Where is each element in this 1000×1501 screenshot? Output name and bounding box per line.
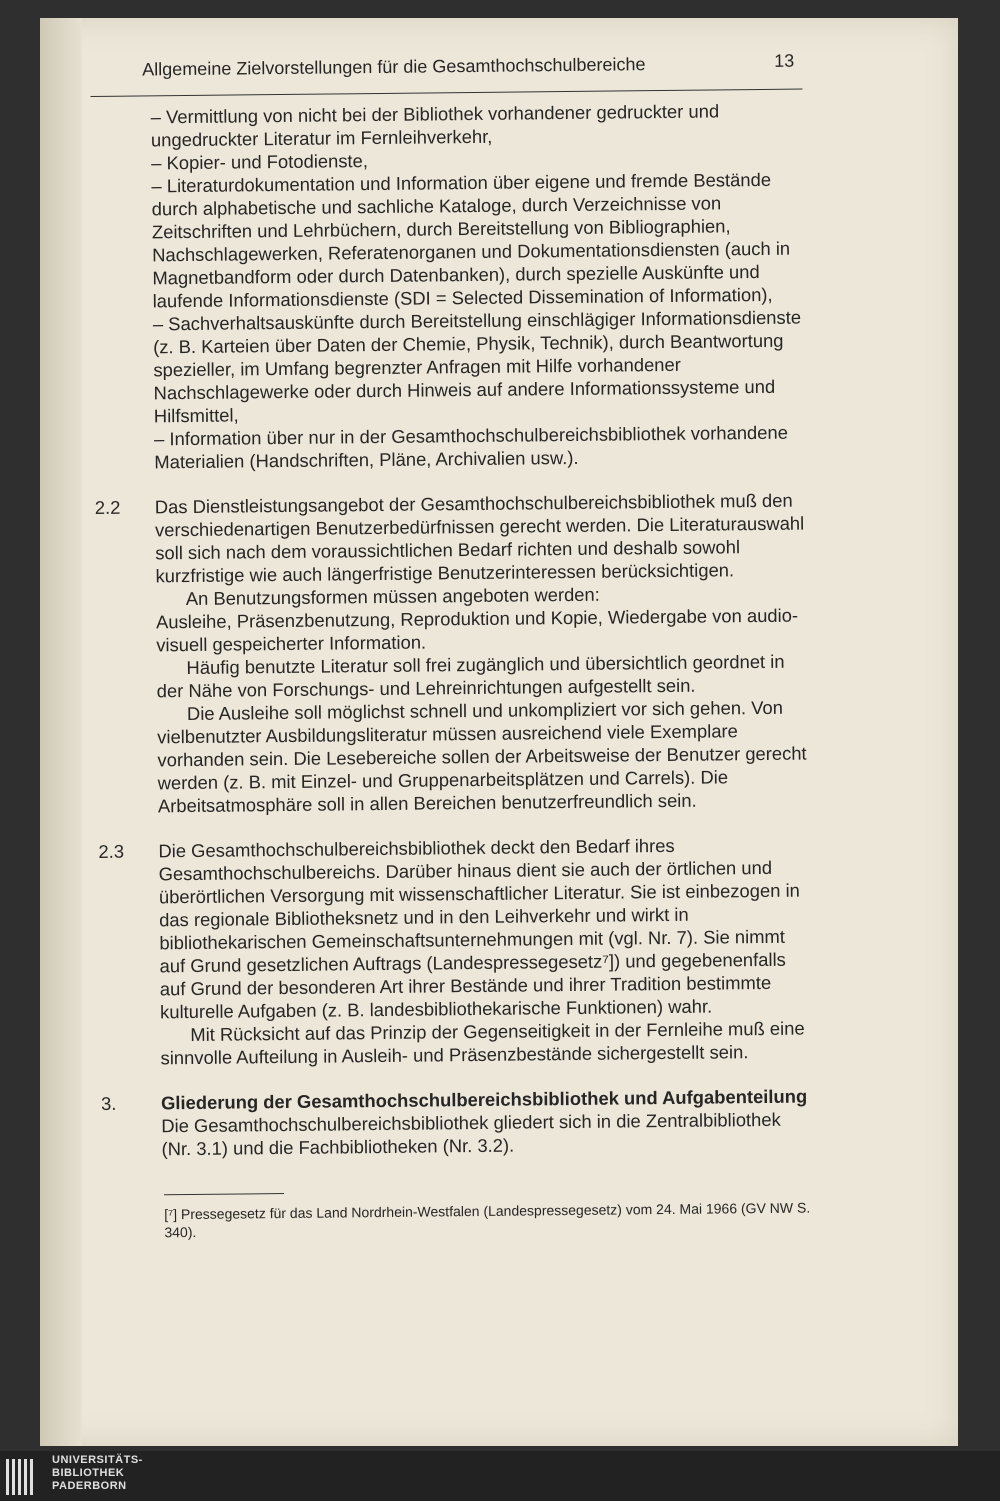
page-header (90, 40, 850, 96)
paragraph: Die Ausleihe soll möglichst schnell und unkompliziert vor sich gehen. Von vielbenutzter Ausbildungsliteratur müssen ausreichend viele Exemplare vorhanden sein. Die Lesebereiche sollen der Arbeitsweise der Benutzer gerecht werden (z. B. mit Einzel- und Gruppenarbeitsplätzen und Carrels). Die Arbeitsatmosphäre soll in allen Bereichen benutzerfreundlich sein. (157, 696, 807, 817)
list-item: – Literaturdokumentation und Information über eigene und fremde Bestände durch alphabetische und sachliche Kataloge, durch Verzeichnisse von Zeitschriften und Lehrbüchern, durch Bereitstellung von Bibliographien, Nachschlagewerken, Referatenorganen und Dokumentationsdiensten (auch in Magnetbandform oder durch Datenbanken), durch spezielle Auskünfte und laufende Informationsdienste (SDI = Selected Dissemination of Information), (151, 168, 791, 312)
section-3 (101, 1085, 812, 1161)
section-number: 2.2 (94, 496, 121, 518)
intro-list (91, 99, 805, 474)
page-number: 13 (774, 50, 795, 71)
paragraph: Ausleihe, Präsenzbenutzung, Reproduktion und Kopie, Wiedergabe von audio-visuell gespeicherter Information. (155, 604, 799, 656)
section-number: 3. (100, 1092, 117, 1114)
logo-line: BIBLIOTHEK (52, 1467, 125, 1479)
page-gutter (40, 18, 82, 1446)
running-head: Allgemeine Zielvorstellungen für die Gesamthochschulbereiche (142, 54, 646, 80)
list-item: – Kopier- und Fotodienste, (151, 150, 369, 174)
paragraph: Häufig benutzte Literatur soll frei zugänglich und übersichtlich geordnet in der Nähe von Forschungs- und Lehreinrichtungen aufgestellt sein. (156, 650, 785, 702)
section-2-3 (98, 833, 810, 1070)
paragraph: Das Dienstleistungsangebot der Gesamthochschulbereichsbibliothek muß den verschiedenartigen Benutzerbedürfnissen gerecht werden. Die Literaturauswahl soll sich nach dem voraussichtlichen Bedarf richten und deshalb sowohl kurzfristige wie auch längerfristige Benutzerinteressen berücksichtigen. (154, 489, 805, 587)
logo-line: PADERBORN (52, 1480, 127, 1492)
paragraph: An Benutzungsformen müssen angeboten werden: (185, 583, 600, 610)
section-2-2 (95, 489, 808, 818)
list-item: – Information über nur in der Gesamthochschulbereichsbibliothek vorhandene Materialien (Handschriften, Pläne, Archivalien usw.). (153, 421, 789, 473)
footnote-rule (164, 1193, 284, 1195)
paragraph: Die Gesamthochschulbereichsbibliothek deckt den Bedarf ihres Gesamthochschulbereichs. Darüber hinaus dient sie auch der örtlichen und überörtlichen Versorgung mit wissenschaftlicher Literatur. Sie ist einbezogen in das regionale Bibliotheksnetz und in den Leihverkehr und wirkt in bibliothekarischen Gemeinschaftsunternehmungen mit (vgl. Nr. 7). Sie nimmt auf Grund gesetzlichen Auftrags (Landespressegesetz⁷]) und gegebenenfalls auf Grund der besonderen Art ihrer Bestände und ihrer Tradition bestimmte kulturelle Aufgaben (z. B. landesbibliothekarische Funktionen) wahr. (158, 834, 800, 1023)
paragraph: Mit Rücksicht auf das Prinzip der Gegenseitigkeit in der Fernleihe muß eine sinnvolle Aufteilung in Ausleih- und Präsenzbestände sichergestellt sein. (160, 1017, 805, 1069)
section-heading: Gliederung der Gesamthochschulbereichsbibliothek und Aufgabenteilung (160, 1085, 808, 1114)
footnote: [⁷] Pressegesetz für das Land Nordrhein-Westfalen (Landespressegesetz) vom 24. Mai 1966 (GV NW S. 340). (164, 1199, 811, 1241)
paragraph: Die Gesamthochschulbereichsbibliothek gliedert sich in die Zentralbibliothek (Nr. 3.1) und die Fachbibliotheken (Nr. 3.2). (161, 1108, 781, 1160)
library-logo-bar (0, 1451, 1000, 1501)
book-page (40, 18, 958, 1446)
logo-line: UNIVERSITÄTS- (52, 1454, 143, 1466)
header-rule (91, 89, 803, 97)
library-logo-icon (6, 1459, 40, 1495)
list-item: – Sachverhaltsauskünfte durch Bereitstellung einschlägiger Informationsdienste (z. B. Karteien über Daten der Chemie, Physik, Technik), durch Beantwortung spezieller, im Umfang begrenzter Anfragen mit Hilfe vorhandener Nachschlagewerke oder durch Hinweis auf andere Informationssysteme und Hilfsmittel, (152, 306, 802, 427)
page-content (90, 40, 862, 1242)
list-item: – Vermittlung von nicht bei der Bibliothek vorhandener gedruckter und ungedruckter Literatur im Fernleihverkehr, (150, 100, 720, 151)
section-number: 2.3 (98, 840, 125, 862)
library-logo-text (52, 1454, 143, 1493)
